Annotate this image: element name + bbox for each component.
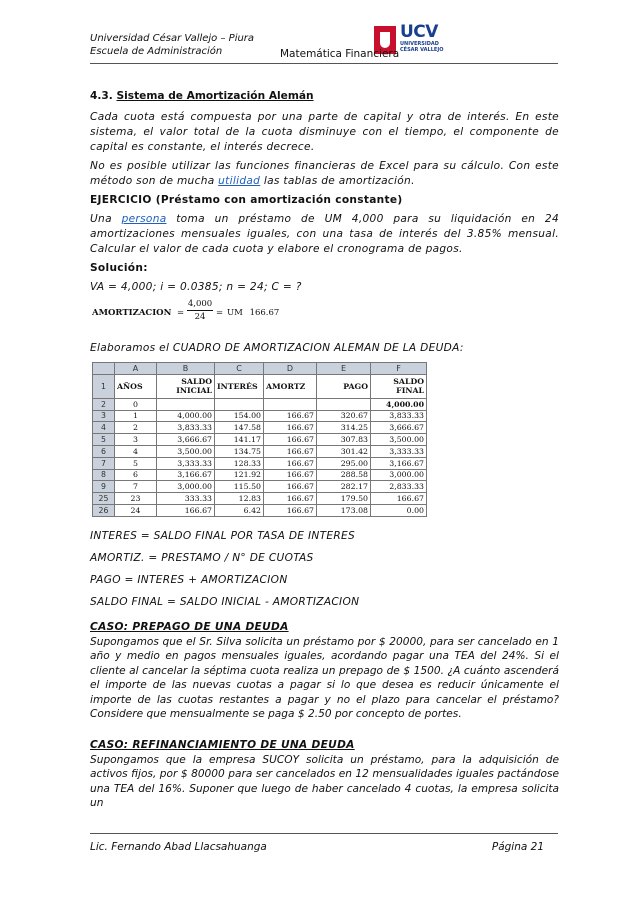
table-cell <box>157 398 215 410</box>
table-cell: 3,000.00 <box>371 469 427 481</box>
table-cell: 166.67 <box>264 457 317 469</box>
header-cell: INTERÉS <box>215 374 264 398</box>
header-cell: SALDO INICIAL <box>157 374 215 398</box>
case1-text: Supongamos que el Sr. Silva solicita un préstamo por $ 20000, para ser cancelado en 1 año y medio en pagos mensuales iguales, acordando pagar una TEA del 24%. Si el cliente al cancelar la séptima cuota realiza un prepago de $ 1500. ¿A cuánto ascenderá el importe de las nuevas cuotas a pagar si lo que desea es reducir únicamente el importe de las cuotas restantes a pagar y no el plazo para cancelar el préstamo? Considere que mensualmente se paga $ 2.50 por concepto de portes. <box>90 635 559 721</box>
page-header <box>90 24 558 64</box>
table-cell <box>215 398 264 410</box>
table-cell: 141.17 <box>215 434 264 446</box>
column-header-row <box>93 363 427 375</box>
table-intro: Elaboramos el CUADRO DE AMORTIZACION ALEMAN DE LA DEUDA: <box>90 342 464 354</box>
case1-title: CASO: PREPAGO DE UNA DEUDA <box>90 620 289 633</box>
table-cell: 3,666.67 <box>157 434 215 446</box>
table-cell: 0.00 <box>371 504 427 516</box>
table-cell: 3,166.67 <box>157 469 215 481</box>
logo-subtext-2: CÉSAR VALLEJO <box>400 47 444 53</box>
table-body <box>93 398 427 516</box>
row-number: 8 <box>93 469 115 481</box>
table-row <box>93 493 427 505</box>
column-header: C <box>215 363 264 375</box>
table-cell: 3,000.00 <box>157 481 215 493</box>
formula-line: AMORTIZ. = PRESTAMO / N° DE CUOTAS <box>90 551 314 564</box>
school-name: Escuela de Administración <box>90 46 223 57</box>
table-cell: 314.25 <box>317 422 371 434</box>
university-name: Universidad César Vallejo – Piura <box>90 33 255 44</box>
case2-text: Supongamos que la empresa SUCOY solicita un préstamo, para la adquisición de activos fijos, por $ 80000 para ser cancelados en 12 mensualidades iguales pactándose una TEA del 16%. Suponer que luego de haber cancelado 4 cuotas, la empresa solicita un <box>90 753 559 810</box>
para2-text-a: No es posible utilizar las funciones financieras de Excel para su cálculo. Con este método son de mucha <box>90 160 559 187</box>
table-row <box>93 434 427 446</box>
exercise-text-a: Una <box>90 213 122 225</box>
formula-numerator: 4,000 <box>187 299 213 309</box>
formula-line: INTERES = SALDO FINAL POR TASA DE INTERES <box>90 529 356 542</box>
formula-label: AMORTIZACION <box>92 308 172 318</box>
page-footer <box>90 833 558 853</box>
para2-text-b: las tablas de amortización. <box>260 175 415 187</box>
formula-line: PAGO = INTERES + AMORTIZACION <box>90 573 288 586</box>
formula-equals: = <box>177 308 185 318</box>
formula-result: UM 166.67 <box>227 308 280 318</box>
table-cell: 24 <box>115 504 157 516</box>
table-row <box>93 398 427 410</box>
table-cell: 3,833.33 <box>157 422 215 434</box>
row-number: 5 <box>93 434 115 446</box>
variables-line: VA = 4,000; i = 0.0385; n = 24; C = ? <box>90 281 302 293</box>
exercise-title: EJERCICIO (Préstamo con amortización constante) <box>90 194 403 206</box>
utilidad-link[interactable]: utilidad <box>218 175 261 187</box>
section-number: 4.3. <box>90 90 113 102</box>
formula-equals-2: = <box>216 308 224 318</box>
table-row <box>93 481 427 493</box>
table-cell: 23 <box>115 493 157 505</box>
row-number: 2 <box>93 398 115 410</box>
table-cell: 288.58 <box>317 469 371 481</box>
table-row <box>93 469 427 481</box>
table-cell: 3,500.00 <box>371 434 427 446</box>
table-cell: 2,833.33 <box>371 481 427 493</box>
table-cell: 1 <box>115 410 157 422</box>
formula-line: SALDO FINAL = SALDO INICIAL - AMORTIZACION <box>90 595 360 608</box>
row-number: 26 <box>93 504 115 516</box>
solution-label: Solución: <box>90 262 148 274</box>
table-cell: 166.67 <box>264 481 317 493</box>
table-cell: 3,833.33 <box>371 410 427 422</box>
section-paragraph-1: Cada cuota está compuesta por una parte de capital y otra de interés. En este sistema, el valor total de la cuota disminuye con el tiempo, el componente de capital es constante, el interés decrece. <box>90 111 559 153</box>
table-cell: 179.50 <box>317 493 371 505</box>
table-cell: 0 <box>115 398 157 410</box>
section-heading <box>90 90 559 102</box>
table-cell: 166.67 <box>264 445 317 457</box>
page-number: Página 21 <box>491 841 544 853</box>
table-cell: 154.00 <box>215 410 264 422</box>
page-content <box>90 90 559 815</box>
table-row <box>93 504 427 516</box>
header-institution <box>90 32 254 58</box>
table-cell: 147.58 <box>215 422 264 434</box>
section-paragraph-2 <box>90 159 559 189</box>
table-header-row <box>93 374 427 398</box>
table-cell: 333.33 <box>157 493 215 505</box>
table-cell: 173.08 <box>317 504 371 516</box>
row-number: 9 <box>93 481 115 493</box>
header-cell: SALDO FINAL <box>371 374 427 398</box>
column-header: A <box>115 363 157 375</box>
table-cell: 4,000.00 <box>371 398 427 410</box>
table-row <box>93 410 427 422</box>
table-cell: 3,333.33 <box>371 445 427 457</box>
row-number: 4 <box>93 422 115 434</box>
table-cell: 4 <box>115 445 157 457</box>
subject-name: Matemática Financiera <box>280 48 400 60</box>
table-cell: 4,000.00 <box>157 410 215 422</box>
table-cell: 3,166.67 <box>371 457 427 469</box>
header-cell: PAGO <box>317 374 371 398</box>
column-header: D <box>264 363 317 375</box>
table-cell: 3,333.33 <box>157 457 215 469</box>
table-cell: 166.67 <box>264 504 317 516</box>
column-header: B <box>157 363 215 375</box>
table-cell <box>317 398 371 410</box>
table-cell: 307.83 <box>317 434 371 446</box>
table-cell: 301.42 <box>317 445 371 457</box>
table-cell: 6.42 <box>215 504 264 516</box>
table-cell: 320.67 <box>317 410 371 422</box>
formula-fraction <box>187 299 213 324</box>
header-cell: AÑOS <box>115 374 157 398</box>
section-title: Sistema de Amortización Alemán <box>116 90 314 102</box>
table-cell: 166.67 <box>264 469 317 481</box>
table-cell: 5 <box>115 457 157 469</box>
column-header: E <box>317 363 371 375</box>
table-cell: 166.67 <box>264 422 317 434</box>
table-cell: 166.67 <box>264 434 317 446</box>
amortization-spreadsheet <box>92 362 427 517</box>
column-header: F <box>371 363 427 375</box>
table-cell: 166.67 <box>371 493 427 505</box>
case2-title: CASO: REFINANCIAMIENTO DE UNA DEUDA <box>90 738 355 751</box>
table-cell: 3,500.00 <box>157 445 215 457</box>
table-cell: 166.67 <box>157 504 215 516</box>
sheet-corner <box>93 363 115 375</box>
table-row <box>93 445 427 457</box>
logo-subtext-1: UNIVERSIDAD <box>400 41 439 47</box>
table-cell: 3 <box>115 434 157 446</box>
table-cell: 6 <box>115 469 157 481</box>
amortization-formula <box>92 299 559 329</box>
table-row <box>93 457 427 469</box>
header-cell: AMORTZ <box>264 374 317 398</box>
table-cell <box>264 398 317 410</box>
table-cell: 2 <box>115 422 157 434</box>
table-cell: 115.50 <box>215 481 264 493</box>
table-cell: 128.33 <box>215 457 264 469</box>
table-cell: 166.67 <box>264 410 317 422</box>
formula-denominator: 24 <box>194 312 206 322</box>
table-cell: 3,666.67 <box>371 422 427 434</box>
persona-link[interactable]: persona <box>121 213 167 225</box>
row-number: 25 <box>93 493 115 505</box>
logo-subtext <box>400 41 443 53</box>
table-cell: 7 <box>115 481 157 493</box>
exercise-text <box>90 212 559 257</box>
table-cell: 282.17 <box>317 481 371 493</box>
row-number: 3 <box>93 410 115 422</box>
row-number: 6 <box>93 445 115 457</box>
table-row <box>93 422 427 434</box>
table-cell: 166.67 <box>264 493 317 505</box>
row-number: 1 <box>93 374 115 398</box>
logo-text: UCV <box>400 22 438 42</box>
table-cell: 12.83 <box>215 493 264 505</box>
footer-author: Lic. Fernando Abad Llacsahuanga <box>90 841 267 853</box>
table-cell: 295.00 <box>317 457 371 469</box>
exercise-text-b: toma un préstamo de UM 4,000 para su liquidación en 24 amortizaciones mensuales iguales, con una tasa de interés del 3.85% mensual. Calcular el valor de cada cuota y elabore el cronograma de pagos. <box>90 213 560 255</box>
table-cell: 121.92 <box>215 469 264 481</box>
table-cell: 134.75 <box>215 445 264 457</box>
row-number: 7 <box>93 457 115 469</box>
